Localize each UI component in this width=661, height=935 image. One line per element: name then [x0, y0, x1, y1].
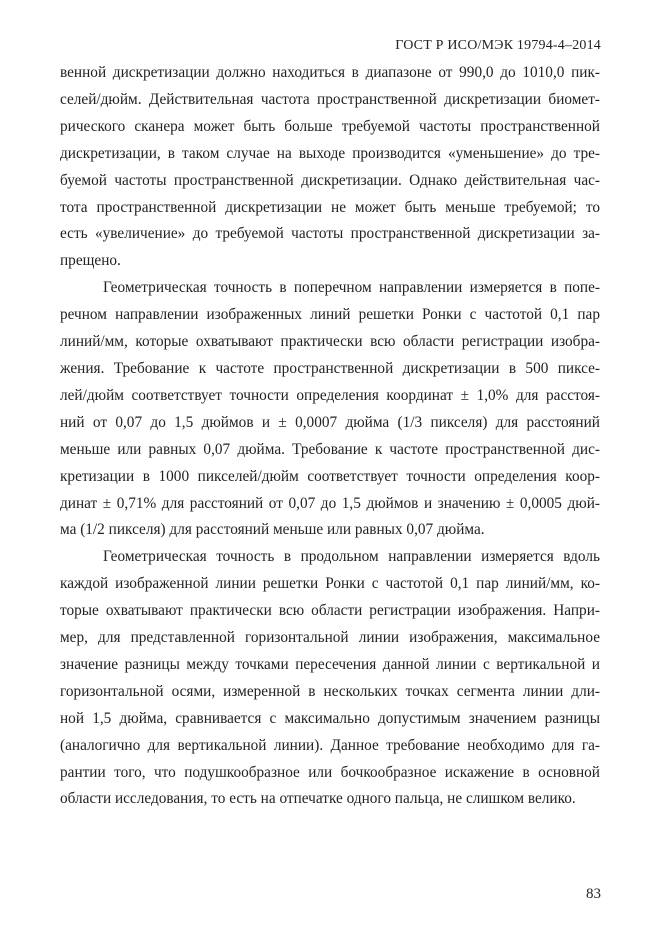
- text-line: горизонтальной осями, измеренной в нескольких точках сегмента линии дли-: [60, 682, 600, 700]
- text-line: ний от 0,07 до 1,5 дюймов и ± 0,0007 дюйма (1/3 пикселя) для расстояний: [60, 413, 600, 431]
- text-line: динат ± 0,71% для расстояний от 0,07 до 1,5 дюймов и значению ± 0,0005 дюй-: [60, 494, 600, 512]
- text-line: Геометрическая точность в продольном направлении измеряется вдоль: [103, 548, 600, 566]
- paragraph-3: [60, 544, 600, 813]
- text-line: торые охватывают практически всю области регистрации изображения. Напри-: [60, 602, 600, 620]
- text-line: области исследования, то есть на отпечатке одного пальца, не слишком велико.: [60, 790, 576, 808]
- text-line: селей/дюйм. Действительная частота пространственной дискретизации биомет-: [60, 90, 600, 108]
- text-line: жения. Требование к частоте пространственной дискретизации в 500 пиксе-: [60, 359, 600, 377]
- text-line: мер, для представленной горизонтальной линии изображения, максимальное: [60, 629, 600, 647]
- text-line: лей/дюйм соответствует точности определения координат ± 1,0% для расстоя-: [60, 386, 600, 404]
- text-line: ма (1/2 пикселя) для расстояний меньше или равных 0,07 дюйма.: [60, 521, 485, 539]
- document-body: [60, 60, 600, 813]
- text-line: речном направлении изображенных линий решетки Ронки с частотой 0,1 пар: [60, 306, 600, 324]
- text-line: каждой изображенной линии решетки Ронки с частотой 0,1 пар линий/мм, ко-: [60, 575, 600, 593]
- page-number: 83: [586, 886, 601, 902]
- text-line: буемой частоты пространственной дискретизации. Однако действительная час-: [60, 171, 600, 189]
- text-line: прещено.: [60, 252, 121, 270]
- text-line: меньше или равных 0,07 дюйма. Требование к частоте пространственной дис-: [60, 440, 600, 458]
- text-line: рантии того, что подушкообразное или бочкообразное искажение в основной: [60, 763, 600, 781]
- paragraph-1: [60, 60, 600, 275]
- document-header: ГОСТ Р ИСО/МЭК 19794-4–2014: [395, 38, 601, 53]
- text-line: значение разницы между точками пересечения данной линии с вертикальной и: [60, 655, 600, 673]
- paragraph-2: [60, 275, 600, 544]
- text-line: есть «увеличение» до требуемой частоты пространственной дискретизации за-: [60, 225, 600, 243]
- text-line: венной дискретизации должно находиться в диапазоне от 990,0 до 1010,0 пик-: [60, 64, 600, 81]
- text-line: рического сканера может быть больше требуемой частоты пространственной: [60, 117, 600, 135]
- text-line: ной 1,5 дюйма, сравнивается с максимально допустимым значением разницы: [60, 709, 600, 727]
- text-line: тота пространственной дискретизации не может быть меньше требуемой; то: [60, 198, 600, 216]
- text-line: линий/мм, которые охватывают практически всю области регистрации изобра-: [60, 333, 600, 351]
- text-line: дискретизации, в таком случае на выходе производится «уменьшение» до тре-: [60, 144, 600, 162]
- text-line: (аналогично для вертикальной линии). Данное требование необходимо для га-: [60, 736, 600, 754]
- text-line: кретизации в 1000 пикселей/дюйм соответствует точности определения коор-: [60, 467, 600, 485]
- text-line: Геометрическая точность в поперечном направлении измеряется в попе-: [103, 279, 600, 297]
